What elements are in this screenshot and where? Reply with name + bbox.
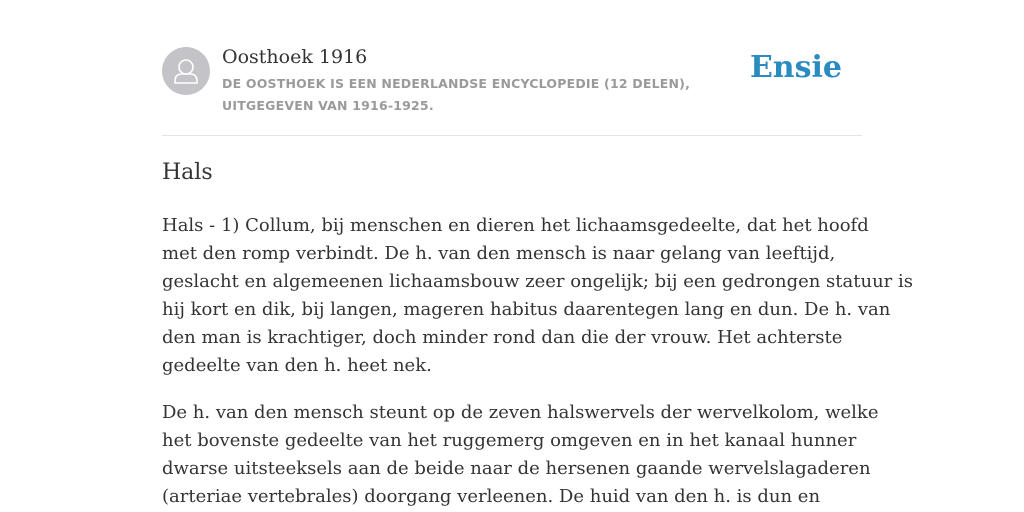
source-title[interactable]: Oosthoek 1916 bbox=[222, 46, 368, 68]
article-body bbox=[162, 212, 913, 512]
ensie-logo-link[interactable]: Ensie bbox=[749, 50, 842, 85]
article-paragraph bbox=[162, 399, 879, 511]
text-line: met den romp verbindt. De h. van den mensch is naar gelang van leeftijd, bbox=[162, 243, 836, 264]
text-line: gedeelte van den h. heet nek. bbox=[162, 355, 432, 376]
text-line: Hals - 1) Collum, bij menschen en dieren het lichaamsgedeelte, dat het hoofd bbox=[162, 215, 869, 236]
source-header bbox=[162, 44, 862, 136]
text-line: (arteriae vertebrales) doorgang verleenen. De huid van den h. is dun en bbox=[162, 486, 821, 507]
avatar[interactable] bbox=[162, 47, 210, 95]
text-line: geslacht en algemeenen lichaamsbouw zeer ongelijk; bij een gedrongen statuur is bbox=[162, 271, 913, 292]
text-line: dwarse uitsteeksels aan de beide naar de hersenen gaande wervelslagaderen bbox=[162, 458, 871, 479]
article-paragraph bbox=[162, 212, 913, 380]
text-line: het bovenste gedeelte van het ruggemerg omgeven en in het kanaal hunner bbox=[162, 430, 857, 451]
article-title: Hals bbox=[162, 160, 213, 185]
text-line: hij kort en dik, bij langen, mageren habitus daarentegen lang en dun. De h. van bbox=[162, 299, 891, 320]
source-description: DE OOSTHOEK IS EEN NEDERLANDSE ENCYCLOPEDIE (12 DELEN), UITGEGEVEN VAN 1916-1925. bbox=[222, 76, 691, 113]
text-line: den man is krachtiger, doch minder rond dan die der vrouw. Het achterste bbox=[162, 327, 843, 348]
text-line: De h. van den mensch steunt op de zeven halswervels der wervelkolom, welke bbox=[162, 402, 879, 423]
user-icon bbox=[162, 47, 210, 95]
